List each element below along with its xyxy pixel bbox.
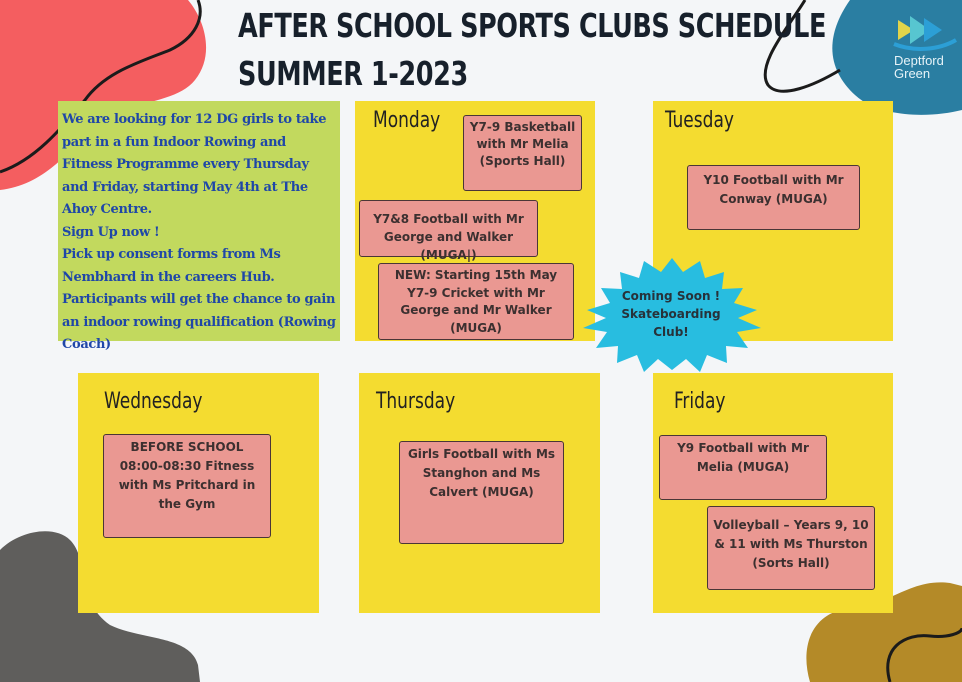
monday-club-2-text: Y7&8 Football with Mr George and Walker (MUGA|) (373, 212, 524, 262)
thursday-club-1-text: Girls Football with Ms Stanghon and Ms Calvert (MUGA) (407, 447, 556, 499)
monday-club-3-text: NEW: Starting 15th May Y7-9 Cricket with Mr George and Mr Walker (MUGA) (394, 268, 558, 335)
wednesday-heading: Wednesday (104, 389, 203, 414)
friday-club-2 (707, 506, 875, 590)
logo-line1: Deptford (894, 53, 944, 68)
friday-heading: Friday (674, 389, 726, 414)
thursday-heading: Thursday (376, 389, 456, 414)
friday-club-1-text: Y9 Football with Mr Melia (MUGA) (677, 441, 809, 474)
notice-panel (58, 101, 340, 352)
wednesday-club-1 (103, 434, 271, 538)
monday-club-2 (359, 200, 538, 262)
logo-text (894, 54, 944, 80)
page-title (238, 2, 826, 98)
title-line-1: AFTER SCHOOL SPORTS CLUBS SCHEDULE (238, 6, 826, 45)
monday-heading: Monday (373, 108, 441, 133)
coming-soon-text: Coming Soon ! Skateboarding Club! (621, 289, 721, 339)
title-line-2: SUMMER 1-2023 (238, 54, 468, 93)
logo-line2: Green (894, 66, 931, 81)
monday-club-1 (463, 115, 582, 191)
friday-club-2-text: Volleyball – Years 9, 10 & 11 with Ms Thurston (Sorts Hall) (713, 518, 869, 570)
tuesday-club-1-text: Y10 Football with Mr Conway (MUGA) (703, 173, 844, 206)
notice-text: We are looking for 12 DG girls to take part in a fun Indoor Rowing and Fitness Programme every Thursday and Friday, starting May 4th at The Ahoy Centre. Sign Up now ! Pick up consent forms from Ms Nembhard in the careers Hub. Participants will get the chance to gain an indoor rowing qualification (Rowing Coach) (62, 112, 336, 352)
tuesday-heading: Tuesday (665, 108, 734, 133)
friday-club-1 (659, 435, 827, 500)
thursday-club-1 (399, 441, 564, 544)
tuesday-club-1 (687, 165, 860, 230)
wednesday-club-1-text: BEFORE SCHOOL 08:00-08:30 Fitness with Ms Pritchard in the Gym (118, 440, 256, 511)
monday-club-3 (378, 263, 574, 340)
monday-club-1-text: Y7-9 Basketball with Mr Melia (Sports Hall) (469, 120, 576, 168)
